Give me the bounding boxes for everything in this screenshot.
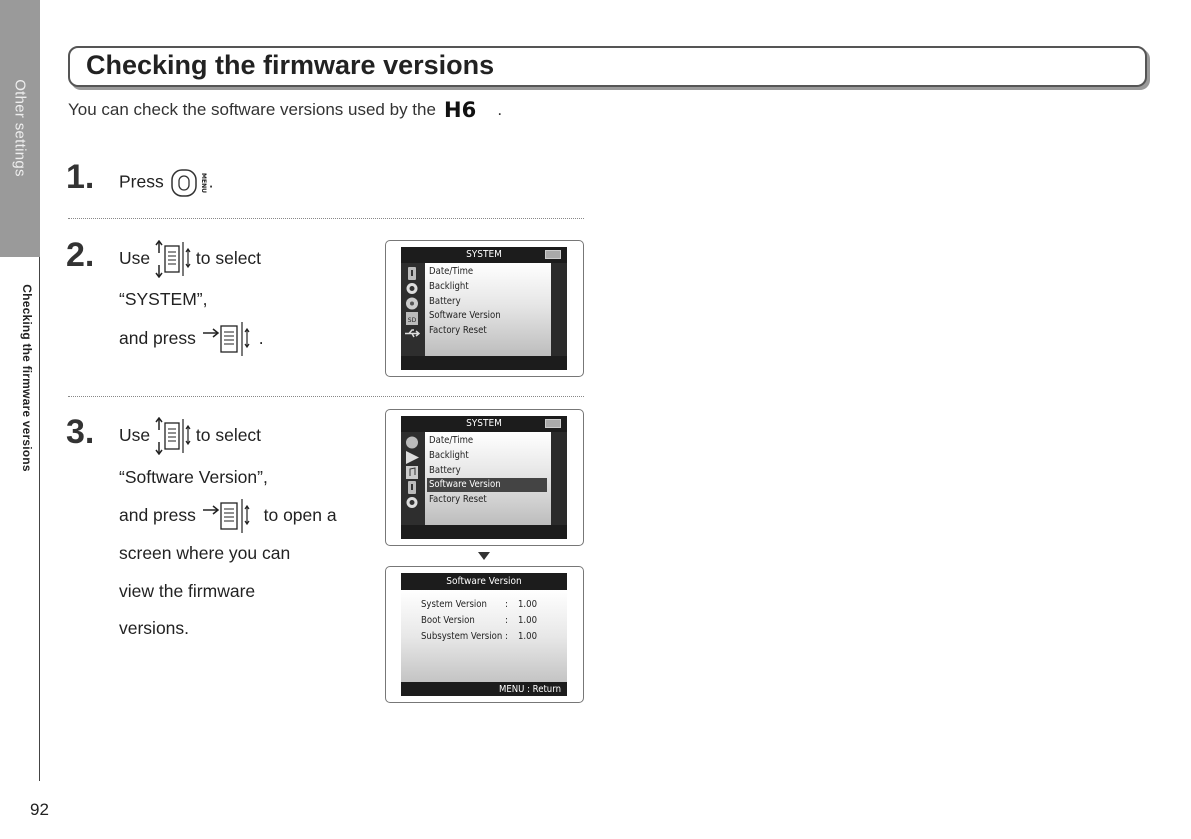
page-title-box (68, 46, 1147, 87)
step-3-line-3 (119, 505, 337, 526)
menu-item-battery[interactable]: Battery (429, 465, 461, 476)
step-1-number: 1. (66, 158, 95, 196)
intro-end: . (497, 100, 503, 119)
screen-1-icon-column (401, 263, 425, 356)
screen-1-title: SYSTEM (401, 247, 567, 263)
version-label: System Version (421, 599, 487, 610)
step-2-line-1 (119, 248, 261, 269)
down-arrow-icon (478, 552, 490, 560)
intro-paragraph (68, 99, 502, 120)
version-label: Subsystem Version (421, 631, 503, 642)
screen-2-list (425, 432, 551, 525)
menu-item-date-time[interactable]: Date/Time (429, 266, 474, 277)
press-wheel-icon (201, 329, 259, 349)
menu-return-hint: MENU : Return (498, 684, 561, 695)
step-2-and-press: and press (119, 328, 196, 348)
mic-icon (404, 481, 420, 494)
step-3-line-4: screen where you can (119, 543, 291, 563)
scroll-wheel-icon (155, 249, 191, 269)
menu-item-software-version-selected[interactable]: Software Version (427, 478, 547, 492)
screen-3-footer (401, 682, 567, 696)
step-2-use: Use (119, 248, 151, 268)
record-icon (404, 436, 420, 449)
step-3-to-open: to open a (263, 505, 337, 525)
disk-icon (404, 297, 420, 310)
play-icon (404, 451, 420, 464)
sidebar-divider (39, 257, 40, 781)
menu-key-icon (169, 168, 209, 198)
menu-item-date-time[interactable]: Date/Time (429, 435, 474, 446)
step-3-line-6: versions. (119, 618, 190, 638)
step-3-line-2: “Software Version”, (119, 467, 268, 487)
press-wheel-icon (201, 506, 259, 526)
version-value: 1.00 (518, 615, 538, 626)
mic-icon (404, 267, 420, 280)
step-divider (68, 218, 584, 219)
version-colon: : (505, 599, 508, 610)
step-2-to-select: to select (195, 248, 262, 268)
battery-icon (545, 250, 561, 259)
version-colon: : (505, 631, 508, 642)
gear-icon (404, 282, 420, 295)
h6-logo-text: H6 (443, 99, 476, 119)
menu-item-factory-reset[interactable]: Factory Reset (429, 325, 487, 336)
step-3-line-5: view the firmware (119, 581, 256, 601)
music-file-icon (404, 466, 420, 479)
menu-item-software-version[interactable]: Software Version (429, 310, 501, 321)
gear-icon (404, 496, 420, 509)
step-3-line-1 (119, 425, 261, 446)
step-1-period: . (208, 171, 214, 192)
screen-system-menu (385, 240, 584, 377)
menu-item-battery[interactable]: Battery (429, 296, 461, 307)
step-1-text (119, 168, 213, 198)
step-2-line-2: “SYSTEM”, (119, 289, 208, 309)
version-label: Boot Version (421, 615, 475, 626)
step-3-number: 3. (66, 413, 95, 451)
usb-icon (404, 327, 420, 340)
screen-3-title: Software Version (401, 573, 567, 590)
step-3-use: Use (119, 425, 151, 445)
step-3-and-press: and press (119, 505, 196, 525)
version-value: 1.00 (518, 599, 538, 610)
step-2-period: . (258, 328, 264, 348)
step-2-number: 2. (66, 236, 95, 274)
screen-1-footer (401, 356, 567, 370)
screen-2-icon-column (401, 432, 425, 525)
page-number: 92 (30, 800, 49, 819)
menu-item-backlight[interactable]: Backlight (429, 281, 469, 292)
step-3-to-select: to select (195, 425, 262, 445)
screen-2-title: SYSTEM (401, 416, 567, 432)
screen-system-selected (385, 409, 584, 546)
menu-item-backlight[interactable]: Backlight (429, 450, 469, 461)
svg-text:SD: SD (407, 317, 417, 324)
version-list (401, 590, 567, 682)
screen-software-version (385, 566, 584, 703)
step-2-line-3 (119, 328, 264, 349)
scroll-wheel-icon (155, 426, 191, 446)
menu-key-label: MENU (199, 173, 207, 193)
screen-1-list (425, 263, 551, 356)
section-tab-label: Other settings (11, 79, 29, 177)
battery-icon (545, 419, 561, 428)
current-topic-label: Checking the firmware versions (20, 284, 34, 472)
intro-text: You can check the software versions used by the (68, 100, 436, 119)
sd-card-icon (404, 312, 420, 325)
version-value: 1.00 (518, 631, 538, 642)
h6-logo (443, 99, 489, 119)
section-tab (0, 0, 40, 257)
screen-2-footer (401, 525, 567, 539)
menu-item-factory-reset[interactable]: Factory Reset (429, 494, 487, 505)
version-colon: : (505, 615, 508, 626)
page-title: Checking the firmware versions (86, 50, 495, 80)
step-divider (68, 396, 584, 397)
step-1-press: Press (119, 171, 164, 192)
